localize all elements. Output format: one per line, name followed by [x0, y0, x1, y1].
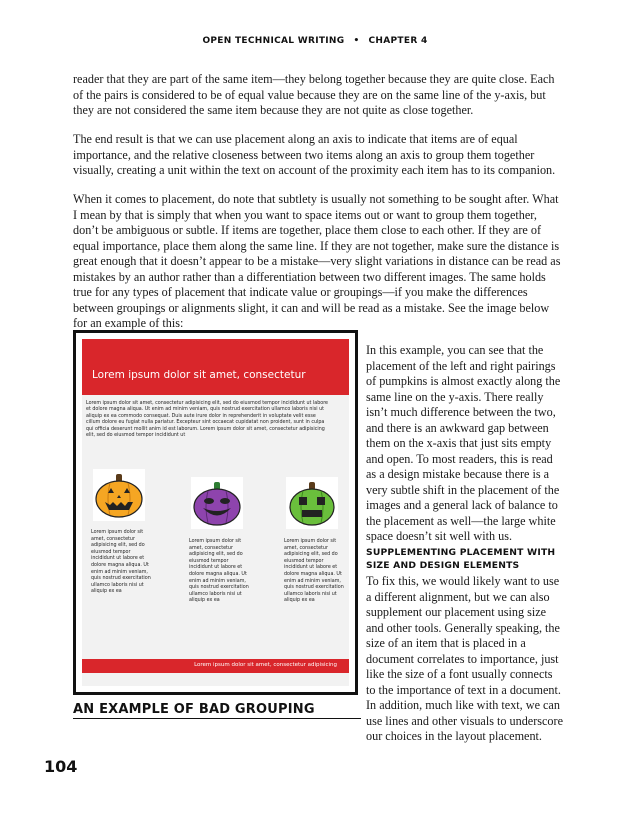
figure-banner-title: Lorem ipsum dolor sit amet, consectetur: [92, 369, 306, 381]
section-subheading: SUPPLEMENTING PLACEMENT WITH SIZE AND DESIGN ELEMENTS: [366, 547, 556, 571]
side-paragraph-2: To fix this, we would likely want to use a different alignment, but we can also supplement our placement using size and other tools. Generally speaking, the size of an item that is placed in a document correlates to importance, just like the size of a font usually connects to the importance of text in a document. In addition, much like with text, we can use lines and other visuals to underscore our choices in the layout placement.: [366, 574, 563, 743]
green-pumpkin-icon: [286, 477, 338, 529]
figure-footer-bar: [82, 659, 349, 673]
figure-column-text-2: Lorem ipsum dolor sit amet, consectetur adipisicing elit, sed do eiusmod tempor incididunt ut labore et dolore magna aliqua. Ut enim ad minim veniam, quis nostrud exercitation ullamco laboris nisi ut aliquip ex ea: [189, 539, 249, 604]
example-figure: [73, 330, 358, 695]
orange-pumpkin-icon: [93, 469, 145, 521]
side-paragraph-1: In this example, you can see that the placement of the left and right pairings of pumpkins is almost exactly along the same line on the y-axis. There really isn’t much difference between the two, and there is an awkward gap between them on the x-axis that just sits empty and open. To most readers, this is read as a design mistake because there is a very subtle shift in the placement of the images and a general lack of balance to the placement as well—the large white space doesn’t sit well with us.: [366, 343, 561, 543]
purple-pumpkin-icon: [191, 477, 243, 529]
figure-caption: AN EXAMPLE OF BAD GROUPING: [73, 702, 361, 719]
figure-column-text-3: Lorem ipsum dolor sit amet, consectetur adipisicing elit, sed do eiusmod tempor incididunt ut labore et dolore magna aliqua. Ut enim ad minim veniam, quis nostrud exercitation ullamco laboris nisi ut aliquip ex ea: [284, 539, 344, 604]
figure-column-text-1: Lorem ipsum dolor sit amet, consectetur adipisicing elit, sed do eiusmod tempor incididunt ut labore et dolore magna aliqua. Ut enim ad minim veniam, quis nostrud exercitation ullamco laboris nisi ut aliquip ex ea: [91, 530, 151, 595]
page-number: 104: [44, 757, 78, 776]
header-chapter: CHAPTER 4: [368, 36, 428, 46]
header-bullet: •: [353, 36, 360, 46]
figure-intro-text: Lorem ipsum dolor sit amet, consectetur adipisicing elit, sed do eiusmod tempor incididunt ut labore et dolore magna aliqua. Ut enim ad minim veniam, quis nostrud exercitation ullamco laboris nisi ut aliquip ex ea commodo consequat. Duis aute irure dolor in reprehenderit in voluptate velit esse cillum dolore eu fugiat nulla pariatur. Excepteur sint occaecat cupidatat non proident, sunt in culpa qui officia deserunt mollit anim id est laborum. Lorem ipsum dolor sit amet, consectetur adipisicing elit, sed do eiusmod tempor incididunt ut: [86, 401, 329, 439]
figure-red-banner: [82, 339, 349, 395]
body-paragraph-3: When it comes to placement, do note that subtlety is usually not something to be sought after. What I mean by that is simply that when you want to space items out or want to group them together, don’t be ambiguous or subtle. If items are together, place them close to each other. If they are of equal importance, place them along the same line. If they are not together, make sure the distance is great enough that it doesn’t appear to be a mistake—very slight variations in distance can be read as mistakes by an author rather than a differentiation between two different images. The same holds true for any types of placement that indicate value or groupings—if you make the differences between groupings or alignments slight, it can and will be read as a mistake. See the image below for an example of this:: [73, 192, 561, 330]
header-book-title: OPEN TECHNICAL WRITING: [202, 36, 345, 46]
running-header: [0, 36, 630, 46]
body-paragraph-2: The end result is that we can use placement along an axis to indicate that items are of equal importance, and the relative closeness between two items along an axis to group them together visually, creating a unit within the text on account of the proximity each item has to its companion.: [73, 132, 556, 177]
body-paragraph-1: reader that they are part of the same item—they belong together because they are quite close. Each of the pairs is considered to be of equal value because they are on the same line of the y-axis, but they are not considered the same item because they are not quite as close together.: [73, 72, 555, 117]
figure-footer-text: Lorem ipsum dolor sit amet, consectetur adipisicing: [194, 662, 337, 668]
